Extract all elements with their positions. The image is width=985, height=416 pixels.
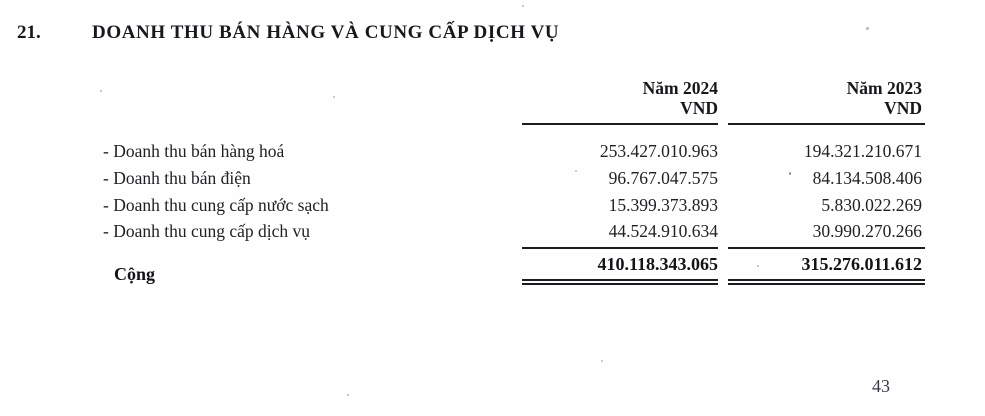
scan-speck [866,27,869,30]
total-value-2023: 315.276.011.612 [728,247,925,285]
scan-speck [575,170,577,172]
row-value-2024: 96.767.047.575 [608,167,718,188]
table-row [100,192,925,219]
scan-speck [100,90,102,92]
page-number: 43 [872,376,890,396]
section-number: 21. [17,22,41,43]
total-value-2024: 410.118.343.065 [522,247,718,285]
scan-speck [333,96,335,98]
scan-speck [789,172,791,175]
row-value-2023: 84.134.508.406 [812,167,922,188]
row-label: - Doanh thu bán điện [103,167,251,188]
column-header-2024 [522,70,718,125]
table-row [100,218,925,245]
scan-speck [601,360,603,362]
table-body [100,138,925,245]
table-total-row [100,247,925,285]
row-value-2024: 15.399.373.893 [608,194,718,215]
row-label: - Doanh thu bán hàng hoá [103,141,285,161]
row-label: - Doanh thu cung cấp nước sạch [103,194,329,215]
revenue-table [100,70,925,285]
table-row [100,165,925,192]
scan-speck [757,265,759,267]
column-year-2023: Năm 2023 [846,78,922,98]
column-unit-2024: VND [680,98,718,118]
row-label: - Doanh thu cung cấp dịch vụ [103,221,311,242]
total-label: Cộng [114,264,156,285]
scan-speck [522,5,524,7]
section-heading [17,22,559,44]
row-value-2024: 253.427.010.963 [599,141,718,161]
column-year-2024: Năm 2024 [642,78,718,98]
row-value-2024: 44.524.910.634 [608,221,718,242]
scan-speck [347,394,349,396]
column-header-2023 [728,70,925,125]
row-value-2023: 5.830.022.269 [821,194,922,215]
page-title: DOANH THU BÁN HÀNG VÀ CUNG CẤP DỊCH VỤ [92,22,560,43]
column-unit-2023: VND [884,98,922,118]
row-value-2023: 194.321.210.671 [803,141,922,161]
row-value-2023: 30.990.270.266 [812,221,922,242]
table-row [100,138,925,165]
table-header-row [100,70,925,125]
